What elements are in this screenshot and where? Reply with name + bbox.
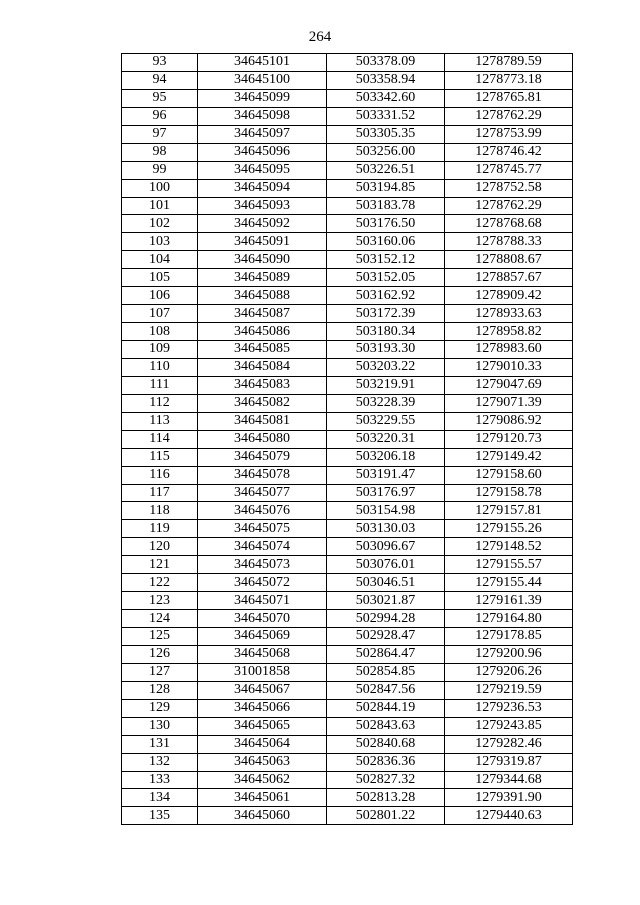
point-id-cell: 34645064 xyxy=(198,735,327,753)
point-number-cell: 126 xyxy=(122,645,198,663)
point-number-cell: 133 xyxy=(122,771,198,789)
y-coordinate-cell: 1279158.78 xyxy=(445,484,573,502)
point-id-cell: 34645060 xyxy=(198,807,327,825)
table-row xyxy=(122,323,573,341)
point-number-cell: 123 xyxy=(122,592,198,610)
y-coordinate-cell: 1279149.42 xyxy=(445,448,573,466)
point-number-cell: 114 xyxy=(122,430,198,448)
x-coordinate-cell: 503172.39 xyxy=(327,305,445,323)
table-row xyxy=(122,663,573,681)
point-id-cell: 34645069 xyxy=(198,628,327,646)
point-id-cell: 34645085 xyxy=(198,341,327,359)
point-number-cell: 115 xyxy=(122,448,198,466)
y-coordinate-cell: 1278765.81 xyxy=(445,89,573,107)
y-coordinate-cell: 1279164.80 xyxy=(445,610,573,628)
point-number-cell: 110 xyxy=(122,358,198,376)
table-row xyxy=(122,54,573,72)
y-coordinate-cell: 1279157.81 xyxy=(445,502,573,520)
x-coordinate-cell: 502854.85 xyxy=(327,663,445,681)
point-number-cell: 125 xyxy=(122,628,198,646)
point-number-cell: 97 xyxy=(122,125,198,143)
point-number-cell: 93 xyxy=(122,54,198,72)
point-id-cell: 34645079 xyxy=(198,448,327,466)
point-number-cell: 106 xyxy=(122,287,198,305)
y-coordinate-cell: 1278808.67 xyxy=(445,251,573,269)
x-coordinate-cell: 502827.32 xyxy=(327,771,445,789)
y-coordinate-cell: 1278933.63 xyxy=(445,305,573,323)
point-number-cell: 120 xyxy=(122,538,198,556)
point-id-cell: 34645094 xyxy=(198,179,327,197)
point-number-cell: 111 xyxy=(122,376,198,394)
point-id-cell: 34645091 xyxy=(198,233,327,251)
point-id-cell: 34645092 xyxy=(198,215,327,233)
table-row xyxy=(122,520,573,538)
y-coordinate-cell: 1278746.42 xyxy=(445,143,573,161)
x-coordinate-cell: 503193.30 xyxy=(327,341,445,359)
y-coordinate-cell: 1279071.39 xyxy=(445,394,573,412)
table-row xyxy=(122,466,573,484)
table-row xyxy=(122,699,573,717)
point-id-cell: 34645099 xyxy=(198,89,327,107)
x-coordinate-cell: 503021.87 xyxy=(327,592,445,610)
table-row xyxy=(122,628,573,646)
x-coordinate-cell: 503331.52 xyxy=(327,107,445,125)
point-id-cell: 34645098 xyxy=(198,107,327,125)
point-id-cell: 34645100 xyxy=(198,71,327,89)
table-row xyxy=(122,394,573,412)
point-id-cell: 34645063 xyxy=(198,753,327,771)
point-number-cell: 95 xyxy=(122,89,198,107)
page-number: 264 xyxy=(308,29,332,45)
point-id-cell: 34645084 xyxy=(198,358,327,376)
y-coordinate-cell: 1279155.57 xyxy=(445,556,573,574)
point-number-cell: 102 xyxy=(122,215,198,233)
point-number-cell: 116 xyxy=(122,466,198,484)
point-id-cell: 34645071 xyxy=(198,592,327,610)
x-coordinate-cell: 503130.03 xyxy=(327,520,445,538)
table-row xyxy=(122,610,573,628)
y-coordinate-cell: 1279344.68 xyxy=(445,771,573,789)
table-row xyxy=(122,305,573,323)
x-coordinate-cell: 503203.22 xyxy=(327,358,445,376)
point-number-cell: 117 xyxy=(122,484,198,502)
x-coordinate-cell: 502994.28 xyxy=(327,610,445,628)
point-number-cell: 108 xyxy=(122,323,198,341)
point-number-cell: 118 xyxy=(122,502,198,520)
y-coordinate-cell: 1278788.33 xyxy=(445,233,573,251)
table-row xyxy=(122,287,573,305)
y-coordinate-cell: 1278857.67 xyxy=(445,269,573,287)
y-coordinate-cell: 1278762.29 xyxy=(445,107,573,125)
table-row xyxy=(122,197,573,215)
table-row xyxy=(122,430,573,448)
x-coordinate-cell: 502843.63 xyxy=(327,717,445,735)
point-id-cell: 34645066 xyxy=(198,699,327,717)
point-id-cell: 34645101 xyxy=(198,54,327,72)
x-coordinate-cell: 503305.35 xyxy=(327,125,445,143)
point-id-cell: 31001858 xyxy=(198,663,327,681)
table-row xyxy=(122,574,573,592)
y-coordinate-cell: 1278909.42 xyxy=(445,287,573,305)
y-coordinate-cell: 1278752.58 xyxy=(445,179,573,197)
table-row xyxy=(122,484,573,502)
table-row xyxy=(122,502,573,520)
x-coordinate-cell: 503176.97 xyxy=(327,484,445,502)
x-coordinate-cell: 503162.92 xyxy=(327,287,445,305)
point-id-cell: 34645078 xyxy=(198,466,327,484)
point-id-cell: 34645088 xyxy=(198,287,327,305)
table-row xyxy=(122,125,573,143)
x-coordinate-cell: 503183.78 xyxy=(327,197,445,215)
point-number-cell: 131 xyxy=(122,735,198,753)
y-coordinate-cell: 1279155.44 xyxy=(445,574,573,592)
x-coordinate-cell: 502801.22 xyxy=(327,807,445,825)
y-coordinate-cell: 1278753.99 xyxy=(445,125,573,143)
y-coordinate-cell: 1278762.29 xyxy=(445,197,573,215)
table-row xyxy=(122,753,573,771)
x-coordinate-cell: 503194.85 xyxy=(327,179,445,197)
x-coordinate-cell: 503154.98 xyxy=(327,502,445,520)
table-row xyxy=(122,179,573,197)
y-coordinate-cell: 1279200.96 xyxy=(445,645,573,663)
y-coordinate-cell: 1279319.87 xyxy=(445,753,573,771)
table-row xyxy=(122,538,573,556)
x-coordinate-cell: 503076.01 xyxy=(327,556,445,574)
table-row xyxy=(122,681,573,699)
table-row xyxy=(122,556,573,574)
point-number-cell: 94 xyxy=(122,71,198,89)
point-id-cell: 34645095 xyxy=(198,161,327,179)
y-coordinate-cell: 1278745.77 xyxy=(445,161,573,179)
x-coordinate-cell: 503152.05 xyxy=(327,269,445,287)
point-id-cell: 34645076 xyxy=(198,502,327,520)
y-coordinate-cell: 1279161.39 xyxy=(445,592,573,610)
point-number-cell: 119 xyxy=(122,520,198,538)
y-coordinate-cell: 1278773.18 xyxy=(445,71,573,89)
table-row xyxy=(122,448,573,466)
table-row xyxy=(122,341,573,359)
y-coordinate-cell: 1279120.73 xyxy=(445,430,573,448)
point-id-cell: 34645090 xyxy=(198,251,327,269)
table-row xyxy=(122,717,573,735)
y-coordinate-cell: 1279206.26 xyxy=(445,663,573,681)
x-coordinate-cell: 502836.36 xyxy=(327,753,445,771)
x-coordinate-cell: 503220.31 xyxy=(327,430,445,448)
point-number-cell: 128 xyxy=(122,681,198,699)
point-number-cell: 104 xyxy=(122,251,198,269)
x-coordinate-cell: 503342.60 xyxy=(327,89,445,107)
y-coordinate-cell: 1279391.90 xyxy=(445,789,573,807)
x-coordinate-cell: 503176.50 xyxy=(327,215,445,233)
table-row xyxy=(122,645,573,663)
point-id-cell: 34645083 xyxy=(198,376,327,394)
point-id-cell: 34645089 xyxy=(198,269,327,287)
table-row xyxy=(122,161,573,179)
point-id-cell: 34645082 xyxy=(198,394,327,412)
table-row xyxy=(122,376,573,394)
table-row xyxy=(122,358,573,376)
y-coordinate-cell: 1279148.52 xyxy=(445,538,573,556)
point-number-cell: 107 xyxy=(122,305,198,323)
point-number-cell: 130 xyxy=(122,717,198,735)
y-coordinate-cell: 1278958.82 xyxy=(445,323,573,341)
table-row xyxy=(122,251,573,269)
point-id-cell: 34645097 xyxy=(198,125,327,143)
x-coordinate-cell: 503378.09 xyxy=(327,54,445,72)
x-coordinate-cell: 503160.06 xyxy=(327,233,445,251)
point-id-cell: 34645073 xyxy=(198,556,327,574)
x-coordinate-cell: 503229.55 xyxy=(327,412,445,430)
point-number-cell: 103 xyxy=(122,233,198,251)
table-row xyxy=(122,233,573,251)
x-coordinate-cell: 503226.51 xyxy=(327,161,445,179)
table-row xyxy=(122,89,573,107)
point-id-cell: 34645072 xyxy=(198,574,327,592)
y-coordinate-cell: 1279155.26 xyxy=(445,520,573,538)
point-number-cell: 112 xyxy=(122,394,198,412)
point-id-cell: 34645081 xyxy=(198,412,327,430)
point-number-cell: 109 xyxy=(122,341,198,359)
point-id-cell: 34645080 xyxy=(198,430,327,448)
x-coordinate-cell: 503046.51 xyxy=(327,574,445,592)
point-number-cell: 100 xyxy=(122,179,198,197)
x-coordinate-cell: 503180.34 xyxy=(327,323,445,341)
y-coordinate-cell: 1279236.53 xyxy=(445,699,573,717)
point-number-cell: 99 xyxy=(122,161,198,179)
y-coordinate-cell: 1279010.33 xyxy=(445,358,573,376)
y-coordinate-cell: 1279158.60 xyxy=(445,466,573,484)
point-id-cell: 34645087 xyxy=(198,305,327,323)
table-row xyxy=(122,143,573,161)
x-coordinate-cell: 503206.18 xyxy=(327,448,445,466)
point-number-cell: 129 xyxy=(122,699,198,717)
x-coordinate-cell: 503228.39 xyxy=(327,394,445,412)
y-coordinate-cell: 1278768.68 xyxy=(445,215,573,233)
point-id-cell: 34645065 xyxy=(198,717,327,735)
table-row xyxy=(122,735,573,753)
x-coordinate-cell: 503191.47 xyxy=(327,466,445,484)
point-number-cell: 134 xyxy=(122,789,198,807)
point-number-cell: 101 xyxy=(122,197,198,215)
coordinates-table xyxy=(121,53,573,825)
y-coordinate-cell: 1279440.63 xyxy=(445,807,573,825)
table-row xyxy=(122,789,573,807)
x-coordinate-cell: 503219.91 xyxy=(327,376,445,394)
y-coordinate-cell: 1279086.92 xyxy=(445,412,573,430)
point-id-cell: 34645075 xyxy=(198,520,327,538)
y-coordinate-cell: 1279243.85 xyxy=(445,717,573,735)
point-number-cell: 122 xyxy=(122,574,198,592)
x-coordinate-cell: 503096.67 xyxy=(327,538,445,556)
x-coordinate-cell: 502928.47 xyxy=(327,628,445,646)
x-coordinate-cell: 502847.56 xyxy=(327,681,445,699)
y-coordinate-cell: 1279178.85 xyxy=(445,628,573,646)
y-coordinate-cell: 1278983.60 xyxy=(445,341,573,359)
x-coordinate-cell: 503358.94 xyxy=(327,71,445,89)
table-row xyxy=(122,592,573,610)
y-coordinate-cell: 1279282.46 xyxy=(445,735,573,753)
table-row xyxy=(122,412,573,430)
table-row xyxy=(122,71,573,89)
x-coordinate-cell: 502844.19 xyxy=(327,699,445,717)
point-number-cell: 113 xyxy=(122,412,198,430)
table-row xyxy=(122,269,573,287)
point-number-cell: 135 xyxy=(122,807,198,825)
table-row xyxy=(122,807,573,825)
point-id-cell: 34645074 xyxy=(198,538,327,556)
point-number-cell: 98 xyxy=(122,143,198,161)
x-coordinate-cell: 502813.28 xyxy=(327,789,445,807)
point-id-cell: 34645096 xyxy=(198,143,327,161)
x-coordinate-cell: 502840.68 xyxy=(327,735,445,753)
point-number-cell: 127 xyxy=(122,663,198,681)
point-id-cell: 34645061 xyxy=(198,789,327,807)
table-row xyxy=(122,107,573,125)
point-number-cell: 121 xyxy=(122,556,198,574)
x-coordinate-cell: 502864.47 xyxy=(327,645,445,663)
table-row xyxy=(122,771,573,789)
point-id-cell: 34645070 xyxy=(198,610,327,628)
point-id-cell: 34645086 xyxy=(198,323,327,341)
y-coordinate-cell: 1279219.59 xyxy=(445,681,573,699)
point-id-cell: 34645077 xyxy=(198,484,327,502)
x-coordinate-cell: 503152.12 xyxy=(327,251,445,269)
y-coordinate-cell: 1278789.59 xyxy=(445,54,573,72)
y-coordinate-cell: 1279047.69 xyxy=(445,376,573,394)
point-id-cell: 34645062 xyxy=(198,771,327,789)
point-number-cell: 105 xyxy=(122,269,198,287)
x-coordinate-cell: 503256.00 xyxy=(327,143,445,161)
point-number-cell: 132 xyxy=(122,753,198,771)
point-number-cell: 124 xyxy=(122,610,198,628)
point-id-cell: 34645093 xyxy=(198,197,327,215)
table-row xyxy=(122,215,573,233)
point-id-cell: 34645067 xyxy=(198,681,327,699)
point-id-cell: 34645068 xyxy=(198,645,327,663)
point-number-cell: 96 xyxy=(122,107,198,125)
table-body xyxy=(122,54,573,825)
